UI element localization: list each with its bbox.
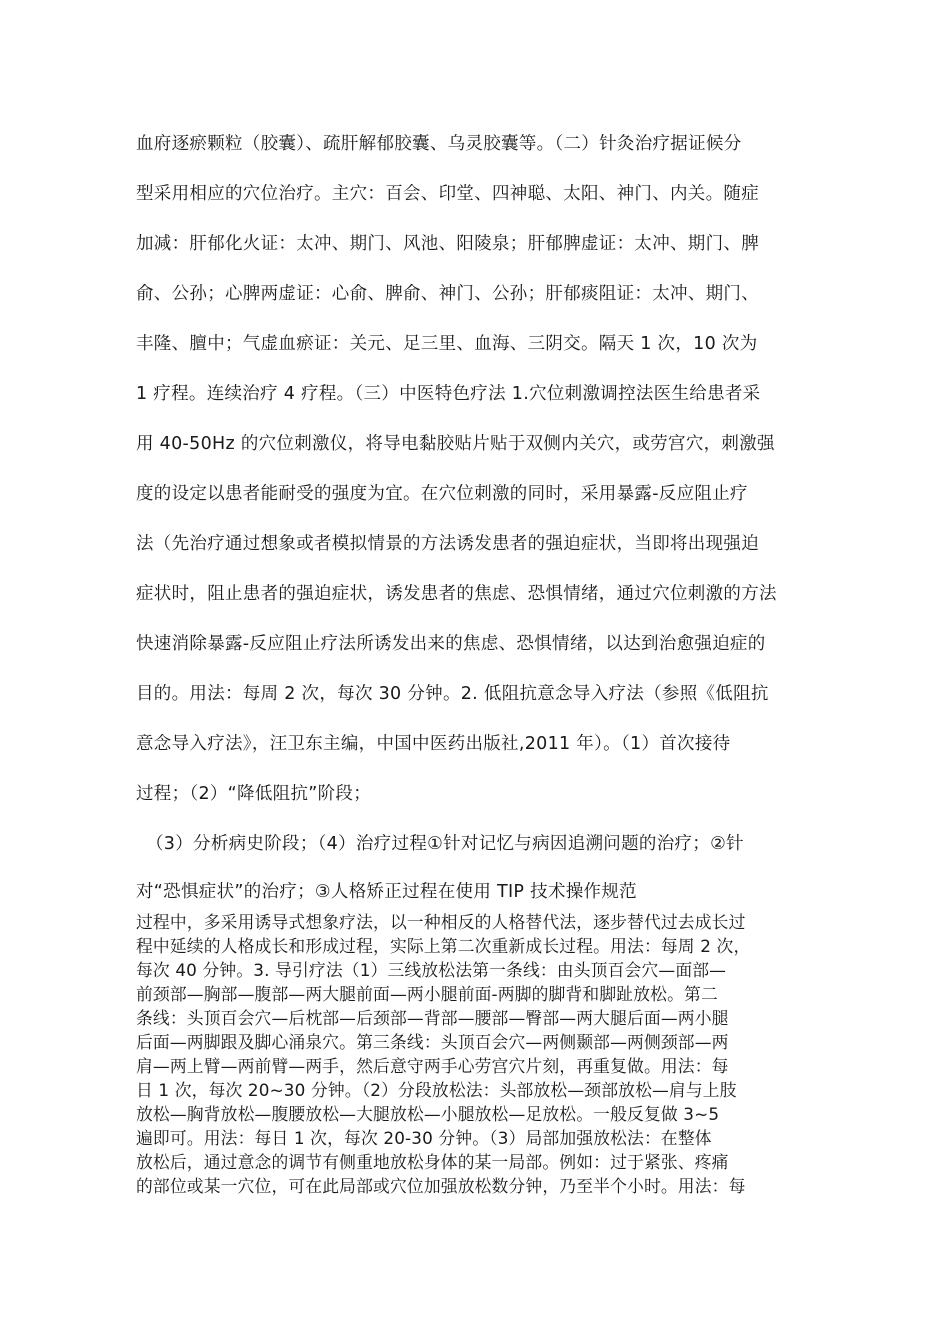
text-line: 症状时，阻止患者的强迫症状，诱发患者的焦虑、恐惧情绪，通过穴位刺激的方法	[136, 584, 777, 604]
text-line: 1 疗程。连续治疗 4 疗程。（三）中医特色疗法 1.穴位刺激调控法医生给患者采	[136, 384, 761, 404]
text-line: 度的设定以患者能耐受的强度为宜。在穴位刺激的同时，采用暴露-反应阻止疗	[136, 484, 748, 504]
text-line: 过程；（2）“降低阻抗”阶段；	[136, 784, 372, 804]
text-line: 加减：肝郁化火证：太冲、期门、风池、阳陵泉；肝郁脾虚证：太冲、期门、脾	[136, 234, 759, 254]
text-line: 法（先治疗通过想象或者模拟情景的方法诱发患者的强迫症状，当即将出现强迫	[136, 534, 759, 554]
text-line: 快速消除暴露-反应阻止疗法所诱发出来的焦虑、恐惧情绪，以达到治愈强迫症的	[136, 634, 766, 654]
text-line: 血府逐瘀颗粒（胶囊）、疏肝解郁胶囊、乌灵胶囊等。（二）针灸治疗据证候分	[136, 134, 742, 154]
text-line: 俞、公孙；心脾两虚证：心俞、脾俞、神门、公孙；肝郁痰阻证：太冲、期门、	[136, 284, 759, 304]
text-line: 丰隆、膻中；气虚血瘀证：关元、足三里、血海、三阴交。隔天 1 次，10 次为	[136, 334, 758, 354]
text-line: 用 40-50Hz 的穴位刺激仪，将导电黏胶贴片贴于双侧内关穴，或劳宫穴，刺激强	[136, 434, 775, 454]
text-line: 前颈部—胸部—腹部—两大腿前面—两小腿前面-两脚的脚背和脚趾放松。第二	[136, 984, 718, 1004]
text-line: 程中延续的人格成长和形成过程，实际上第二次重新成长过程。用法：每周 2 次，	[136, 936, 751, 956]
text-line: 型采用相应的穴位治疗。主穴：百会、印堂、四神聪、太阳、神门、内关。随症	[136, 184, 759, 204]
text-line: 肩—两上臂—两前臂—两手，然后意守两手心劳宫穴片刻，再重复做。用法：每	[136, 1056, 729, 1076]
text-line: 意念导入疗法》，汪卫东主编，中国中医药出版社,2011 年）。（1）首次接待	[136, 734, 731, 754]
text-line: 遍即可。用法：每日 1 次，每次 20-30 分钟。（3）局部加强放松法：在整体	[136, 1128, 712, 1148]
text-line: 对“恐惧症状”的治疗；③人格矫正过程在使用 TIP 技术操作规范	[136, 882, 637, 902]
text-line: 后面—两脚跟及脚心涌泉穴。第三条线：头顶百会穴—两侧颞部—两侧颈部—两	[136, 1032, 729, 1052]
text-line: 日 1 次，每次 20~30 分钟。（2）分段放松法：头部放松—颈部放松—肩与上肢	[136, 1080, 737, 1100]
text-line: 条线：头顶百会穴—后枕部—后颈部—背部—腰部—臀部—两大腿后面—两小腿	[136, 1008, 729, 1028]
text-line: 目的。用法：每周 2 次，每次 30 分钟。2. 低阻抗意念导入疗法（参照《低阻抗	[136, 684, 769, 704]
text-line: 过程中，多采用诱导式想象疗法，以一种相反的人格替代法，逐步替代过去成长过	[136, 912, 746, 932]
text-line-indented: （3）分析病史阶段；（4）治疗过程①针对记忆与病因追溯问题的治疗；②针	[146, 834, 744, 854]
text-line: 的部位或某一穴位，可在此局部或穴位加强放松数分钟，乃至半个小时。用法：每	[136, 1176, 746, 1196]
text-line: 每次 40 分钟。3. 导引疗法（1）三线放松法第一条线：由头顶百会穴—面部—	[136, 960, 727, 980]
text-line: 放松—胸背放松—腹腰放松—大腿放松—小腿放松—足放松。一般反复做 3~5	[136, 1104, 720, 1124]
text-line: 放松后，通过意念的调节有侧重地放松身体的某一局部。例如：过于紧张、疼痛	[136, 1152, 729, 1172]
